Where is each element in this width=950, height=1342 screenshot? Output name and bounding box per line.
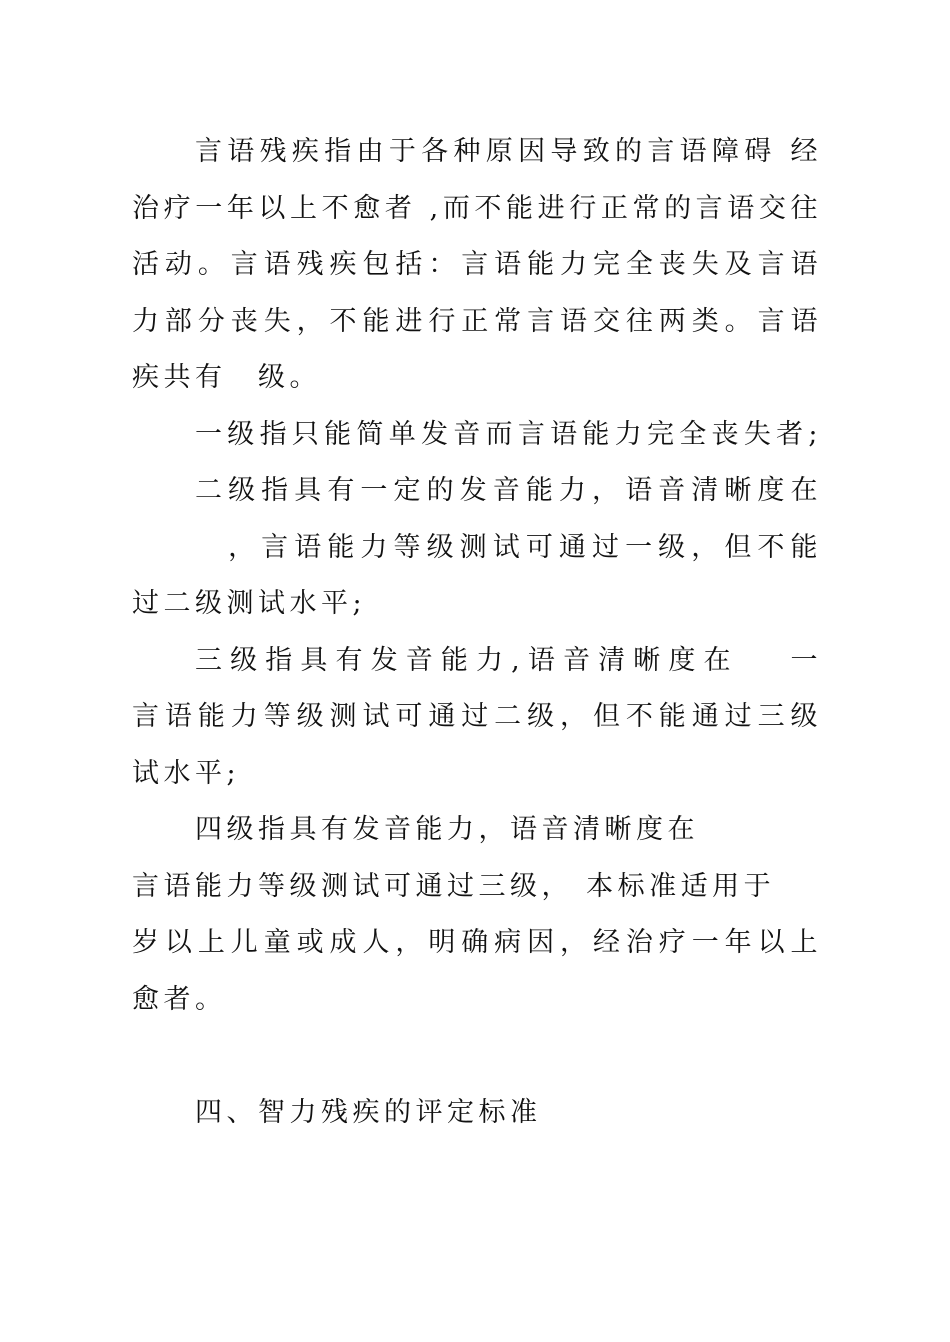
paragraph-line-11: 言语能力等级测试可通过二级，但不能通过三级 <box>132 701 822 732</box>
paragraph-line-3: 活动。言语残疾包括：言语能力完全丧失及言语 <box>132 249 822 280</box>
section-heading: 四、智力残疾的评定标准 <box>195 1097 542 1128</box>
paragraph-line-9: 过二级测试水平; <box>132 588 367 619</box>
paragraph-line-1: 言语残疾指由于各种原因导致的言语障碍 经 <box>195 136 822 167</box>
paragraph-line-7: 二级指具有一定的发音能力，语音清晰度在 <box>195 475 822 506</box>
paragraph-line-5: 疾共有 级。 <box>132 362 321 393</box>
paragraph-line-16: 愈者。 <box>132 984 227 1015</box>
paragraph-line-13: 四级指具有发音能力，语音清晰度在 <box>195 814 699 845</box>
paragraph-line-12: 试水平; <box>132 758 241 789</box>
paragraph-line-4: 力部分丧失，不能进行正常言语交往两类。言语 <box>132 306 822 337</box>
paragraph-line-6: 一级指只能简单发音而言语能力完全丧失者; <box>195 419 822 450</box>
paragraph-line-8: ，言语能力等级测试可通过一级，但不能 <box>228 532 822 563</box>
paragraph-line-14: 言语能力等级测试可通过三级， 本标准适用于 <box>132 871 776 902</box>
paragraph-line-15: 岁以上儿童或成人，明确病因，经治疗一年以上 <box>132 927 822 958</box>
paragraph-line-2: 治疗一年以上不愈者 ,而不能进行正常的言语交往 <box>132 193 822 224</box>
paragraph-line-10: 三级指具有发音能力,语音清晰度在 一 <box>195 645 822 676</box>
